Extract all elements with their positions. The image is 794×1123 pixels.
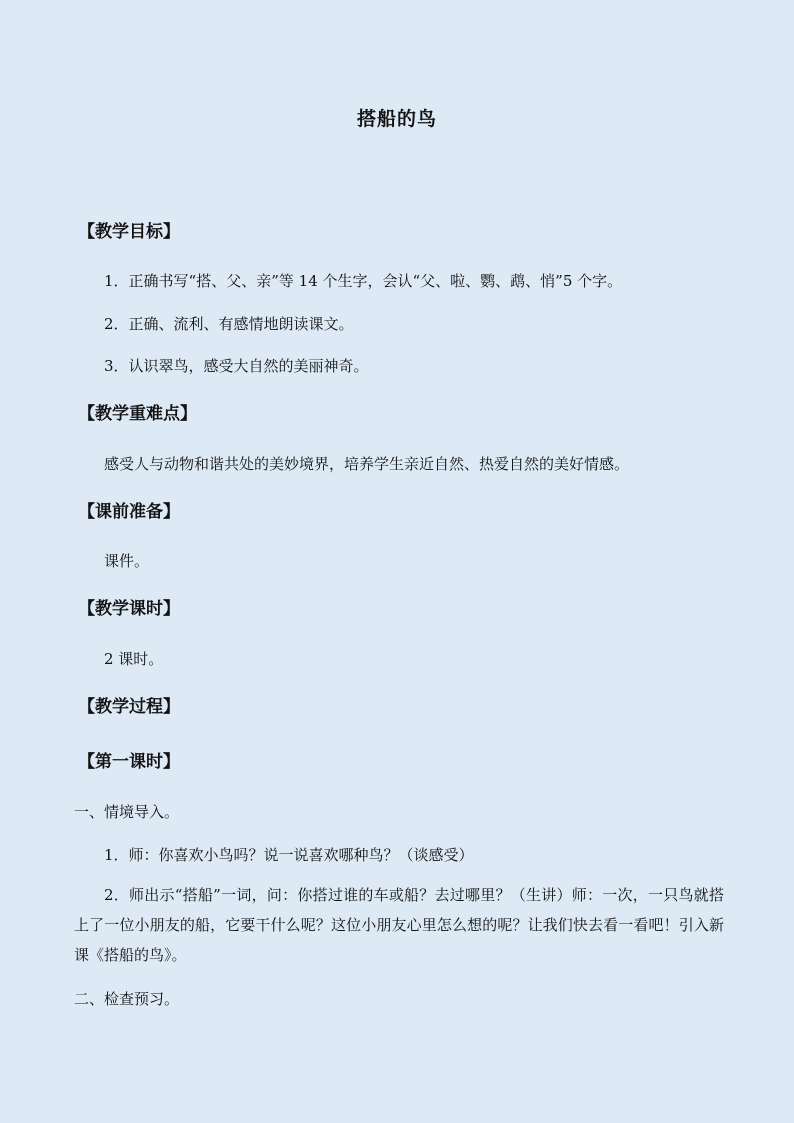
page-title: 搭船的鸟 xyxy=(356,108,437,130)
heading-prep: 【课前准备】 xyxy=(78,502,180,522)
heading-process: 【教学过程】 xyxy=(78,697,180,717)
goal-item-1: 1．正确书写“搭、父、亲”等 14 个生字，会认“父、啦、鹦、鹉、悄”5 个字。 xyxy=(104,272,623,290)
step-check-preview: 二、检查预习。 xyxy=(74,990,180,1008)
step-situation-intro: 一、情境导入。 xyxy=(74,803,180,821)
key-points-text: 感受人与动物和谐共处的美妙境界，培养学生亲近自然、热爱自然的美好情感。 xyxy=(104,455,630,473)
heading-key-points: 【教学重难点】 xyxy=(78,404,197,424)
heading-first-lesson: 【第一课时】 xyxy=(78,752,180,772)
goal-item-3: 3．认识翠鸟，感受大自然的美丽神奇。 xyxy=(104,357,369,375)
heading-hours: 【教学课时】 xyxy=(78,599,180,619)
prep-text: 课件。 xyxy=(104,552,150,570)
hours-text: 2 课时。 xyxy=(104,650,164,668)
heading-goals: 【教学目标】 xyxy=(78,222,180,242)
step-item-2: 2．师出示“搭船”一词，问：你搭过谁的车或船？去过哪里？（生讲）师：一次，一只鸟就搭上了一位小朋友的船，它要干什么呢？这位小朋友心里怎么想的呢？让我们快去看一看吧！引入新课《搭船的鸟》。 xyxy=(74,886,724,964)
goal-item-2: 2．正确、流利、有感情地朗读课文。 xyxy=(104,315,354,333)
step-item-1: 1．师：你喜欢小鸟吗？说一说喜欢哪种鸟？（谈感受） xyxy=(104,846,474,864)
